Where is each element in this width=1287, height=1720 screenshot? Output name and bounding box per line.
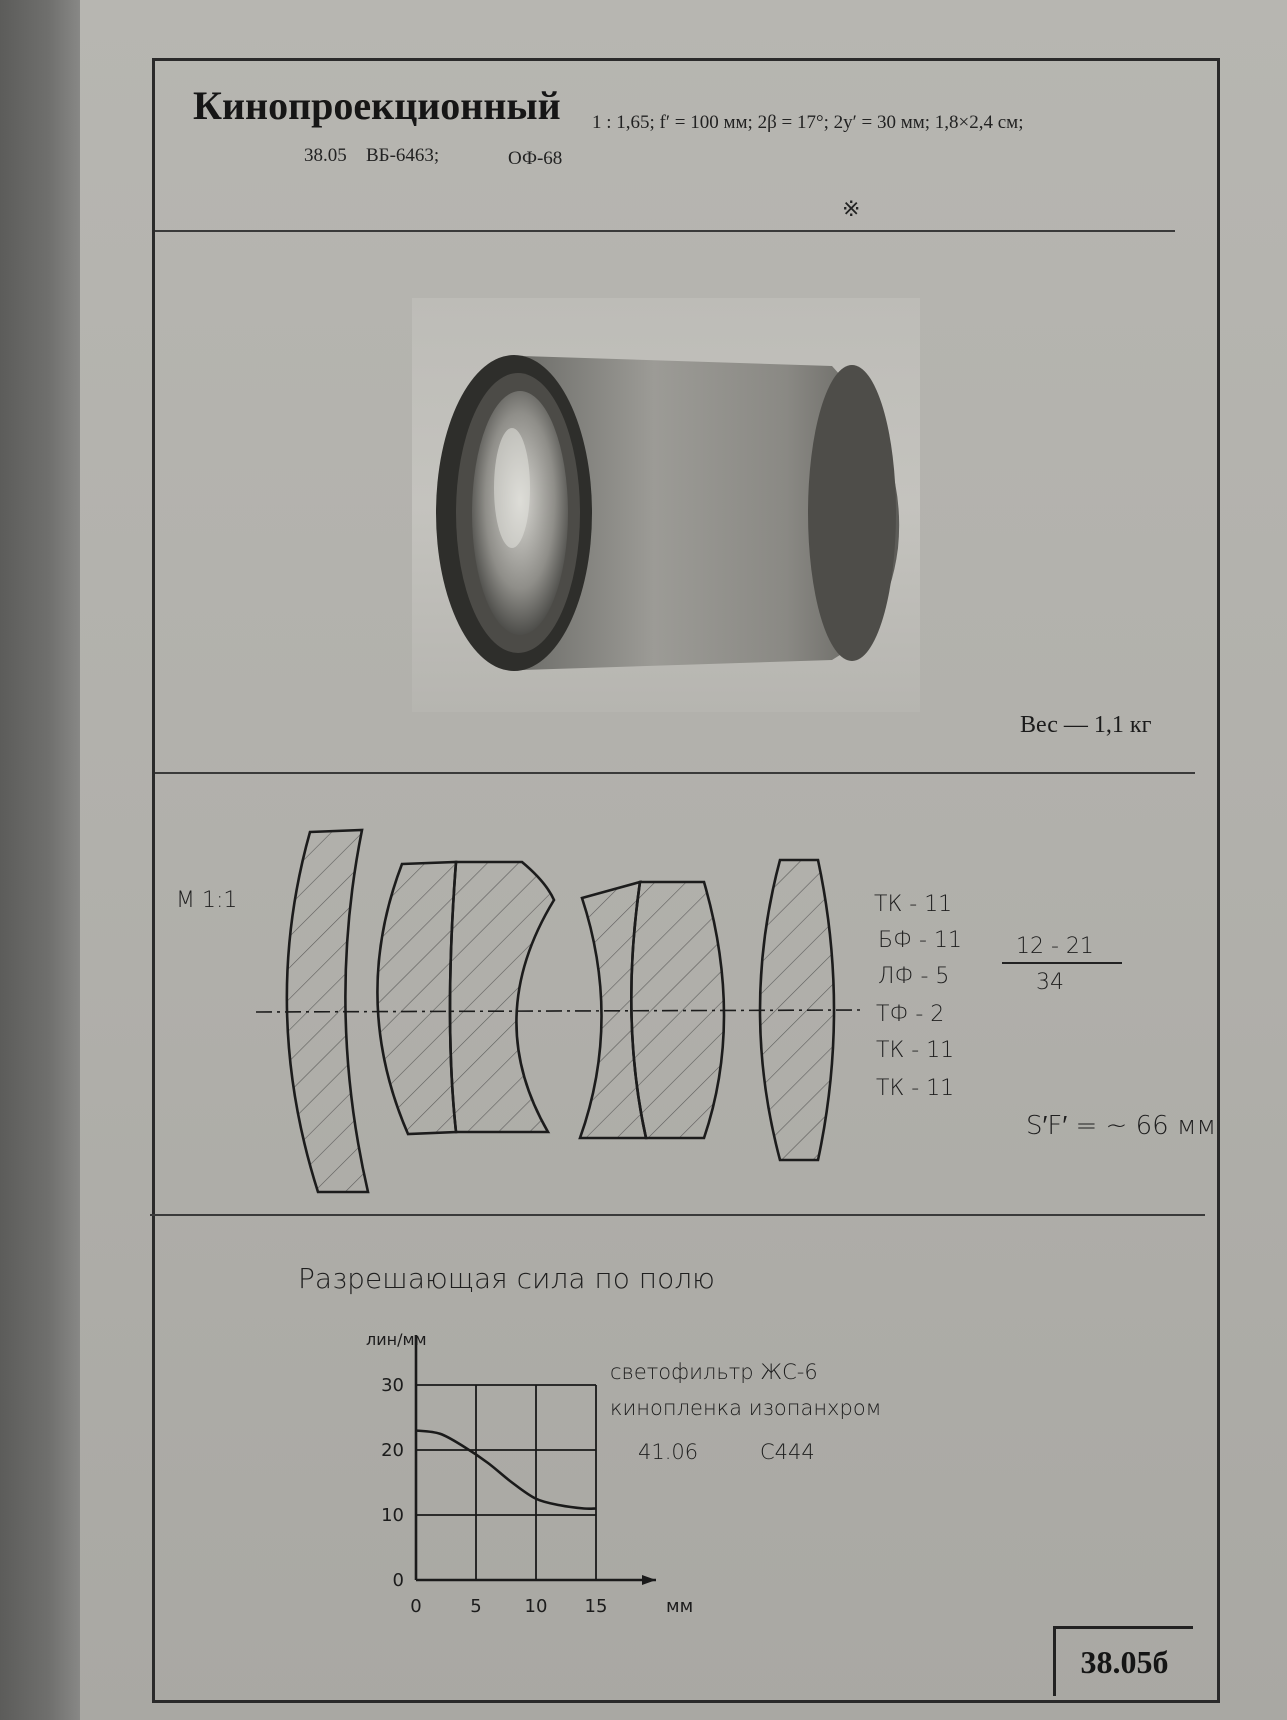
glass-type-4: ТФ - 2 [876, 1002, 945, 1027]
lens-element-2 [377, 862, 456, 1134]
lens-element-3 [450, 862, 554, 1132]
weight-label: Вес — 1,1 кг [1020, 712, 1152, 738]
film-note: кинопленка изопанхром [610, 1396, 882, 1420]
back-focal-distance: S′F′ = ~ 66 мм [1026, 1111, 1217, 1141]
divider-scheme [150, 1214, 1205, 1216]
filter-note: светофильтр ЖС-6 [610, 1360, 818, 1384]
glass-type-6: ТК - 11 [876, 1076, 955, 1101]
chart-x-tick-label: 10 [524, 1596, 548, 1617]
scheme-scale: М 1:1 [176, 888, 238, 913]
code-a: 41.06 [638, 1440, 699, 1464]
glass-fraction-numerator: 12 - 21 [1016, 934, 1094, 959]
chart-y-tick-label: 20 [381, 1440, 404, 1461]
book-spine-shadow [0, 0, 80, 1720]
chart-ylabel: лин/мм [366, 1330, 427, 1349]
resolution-curve [416, 1431, 596, 1509]
catalog-number: 38.05 [304, 145, 347, 166]
lens-barrel-illustration [412, 298, 920, 712]
chart-x-tick-label: 15 [584, 1596, 608, 1617]
chart-x-tick-label: 5 [470, 1596, 482, 1617]
divider-header [155, 230, 1175, 232]
chart-heading: Разрешающая сила по полю [298, 1262, 715, 1295]
chart-y-tick-label: 0 [392, 1570, 404, 1591]
header-mark: ※ [842, 196, 861, 221]
lens-photo [412, 298, 920, 712]
chart-y-tick-label: 10 [381, 1505, 404, 1526]
fraction-bar [1002, 962, 1122, 964]
glass-type-5: ТК - 11 [876, 1038, 955, 1063]
catalog-code: ВБ-6463; [366, 145, 440, 166]
glass-type-3: ЛФ - 5 [878, 964, 950, 989]
chart-xlabel: мм [666, 1596, 694, 1617]
glass-fraction-denominator: 34 [1036, 970, 1064, 995]
resolution-chart [330, 1310, 710, 1620]
lens-designation: ОФ-68 [508, 148, 563, 169]
optical-scheme-drawing [250, 820, 870, 1200]
chart-y-tick-label: 30 [381, 1375, 404, 1396]
spec-line: 1 : 1,65; f′ = 100 мм; 2β = 17°; 2y′ = 30 мм; 1,8×2,4 см; [592, 112, 1024, 133]
divider-photo [155, 772, 1195, 774]
glass-type-1: ТК - 11 [874, 892, 953, 917]
lens-title: Кинопроекционный [193, 83, 561, 128]
chart-x-tick-label: 0 [410, 1596, 422, 1617]
code-b: С444 [760, 1440, 815, 1464]
page-number: 38.05б [1053, 1626, 1193, 1696]
chart-x-arrow [642, 1575, 656, 1585]
glass-type-2: БФ - 11 [878, 928, 962, 953]
